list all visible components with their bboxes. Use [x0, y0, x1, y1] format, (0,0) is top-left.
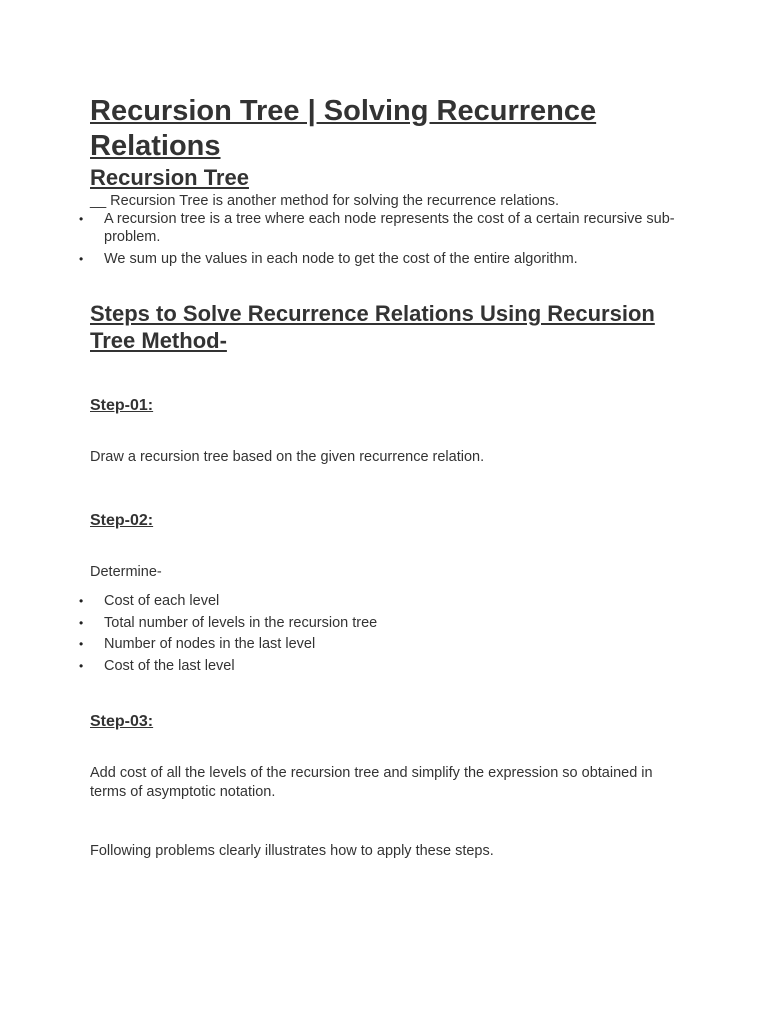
list-item: • A recursion tree is a tree where each node represents the cost of a certain recursive sub-problem.: [90, 210, 690, 246]
step-01-text: Draw a recursion tree based on the given recurrence relation.: [90, 449, 485, 465]
list-item: • Number of nodes in the last level: [90, 635, 690, 653]
closing-paragraph: Following problems clearly illustrates how to apply these steps.: [90, 843, 494, 860]
step-02-label: Step-02:: [90, 512, 154, 529]
list-item: • Cost of the last level: [90, 657, 690, 675]
list-item: • Total number of levels in the recursion tree: [90, 614, 690, 632]
document-content: [90, 94, 690, 861]
step-01-label: Step-01:: [90, 397, 154, 414]
step-03-text: Add cost of all the levels of the recursion tree and simplify the expression so obtained in terms of asymptotic notation.: [90, 765, 653, 801]
page-title: Recursion Tree | Solving Recurrence Relations: [90, 95, 597, 162]
section-subtitle: Recursion Tree: [90, 165, 249, 190]
intro-paragraph: __ Recursion Tree is another method for solving the recurrence relations.: [90, 193, 560, 209]
steps-heading: Steps to Solve Recurrence Relations Using Recursion Tree Method-: [90, 301, 655, 353]
step-02-bullet-list: [90, 592, 690, 675]
list-item: • We sum up the values in each node to get the cost of the entire algorithm.: [90, 250, 690, 268]
step-02-text: Determine-: [90, 564, 162, 580]
step-03-label: Step-03:: [90, 713, 154, 731]
list-item: • Cost of each level: [90, 592, 690, 610]
intro-bullet-list: [90, 210, 690, 268]
